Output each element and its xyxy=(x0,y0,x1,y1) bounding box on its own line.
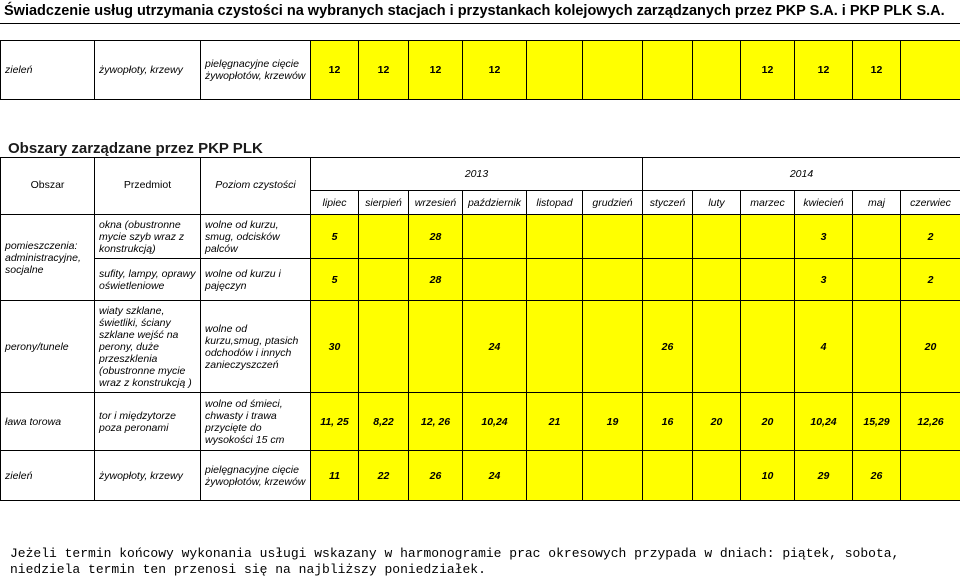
value-cell: 12,26 xyxy=(901,393,960,451)
value-cell xyxy=(463,215,527,259)
poziom-okna: wolne od kurzu, smug, odcisków palców xyxy=(201,215,311,259)
value-cell: 10,24 xyxy=(463,393,527,451)
value-cell: 20 xyxy=(693,393,741,451)
value-cell xyxy=(643,215,693,259)
value-cell: 21 xyxy=(527,393,583,451)
header-month: czerwiec xyxy=(901,191,960,215)
value-cell: 5 xyxy=(311,215,359,259)
top-val: 12 xyxy=(741,41,795,100)
obszar-zielen: zieleń xyxy=(1,451,95,501)
row-okna xyxy=(1,215,960,259)
value-cell xyxy=(853,301,901,393)
value-cell: 2 xyxy=(901,215,960,259)
przedmiot-zywoploty: żywopłoty, krzewy xyxy=(95,451,201,501)
top-val: 12 xyxy=(311,41,359,100)
top-val xyxy=(643,41,693,100)
top-schedule-table xyxy=(0,40,960,100)
header-month: styczeń xyxy=(643,191,693,215)
value-cell: 26 xyxy=(409,451,463,501)
value-cell: 29 xyxy=(795,451,853,501)
value-cell xyxy=(693,215,741,259)
header-month: kwiecień xyxy=(795,191,853,215)
value-cell: 26 xyxy=(643,301,693,393)
value-cell: 8,22 xyxy=(359,393,409,451)
value-cell xyxy=(359,301,409,393)
row-zielen xyxy=(1,451,960,501)
value-cell: 22 xyxy=(359,451,409,501)
value-cell xyxy=(463,259,527,301)
top-obszar: zieleń xyxy=(1,41,95,100)
value-cell: 12, 26 xyxy=(409,393,463,451)
value-cell xyxy=(853,259,901,301)
value-cell: 16 xyxy=(643,393,693,451)
header-month: grudzień xyxy=(583,191,643,215)
value-cell xyxy=(741,301,795,393)
value-cell: 2 xyxy=(901,259,960,301)
header-month: luty xyxy=(693,191,741,215)
footnote: Jeżeli termin końcowy wykonania usługi wskazany w harmonogramie prac okresowych przypada w dniach: piątek, sobota, niedziela termin ten przenosi się na najbliższy poniedziałek. xyxy=(10,546,900,577)
header-obszar: Obszar xyxy=(1,158,95,215)
value-cell xyxy=(643,259,693,301)
row-perony xyxy=(1,301,960,393)
value-cell xyxy=(583,215,643,259)
value-cell: 3 xyxy=(795,259,853,301)
przedmiot-tor: tor i międzytorze poza peronami xyxy=(95,393,201,451)
header-row-years xyxy=(1,158,960,191)
value-cell: 26 xyxy=(853,451,901,501)
header-year-2013: 2013 xyxy=(311,158,643,191)
obszar-perony: perony/tunele xyxy=(1,301,95,393)
header-month: listopad xyxy=(527,191,583,215)
header-przedmiot: Przedmiot xyxy=(95,158,201,215)
page-title: Świadczenie usług utrzymania czystości na wybranych stacjach i przystankach kolejowych zarządzanych przez PKP S.A. i PKP PLK S.A. xyxy=(4,3,945,19)
value-cell xyxy=(409,301,463,393)
value-cell xyxy=(527,451,583,501)
top-val xyxy=(901,41,960,100)
value-cell xyxy=(527,259,583,301)
header-month: wrzesień xyxy=(409,191,463,215)
header-month: maj xyxy=(853,191,901,215)
value-cell: 28 xyxy=(409,215,463,259)
header-month: lipiec xyxy=(311,191,359,215)
value-cell: 4 xyxy=(795,301,853,393)
poziom-tor: wolne od śmieci, chwasty i trawa przycięte do wysokości 15 cm xyxy=(201,393,311,451)
poziom-zywoploty: pielęgnacyjne cięcie żywopłotów, krzewów xyxy=(201,451,311,501)
value-cell: 15,29 xyxy=(853,393,901,451)
value-cell xyxy=(693,451,741,501)
value-cell xyxy=(741,215,795,259)
value-cell: 3 xyxy=(795,215,853,259)
przedmiot-sufity: sufity, lampy, oprawy oświetleniowe xyxy=(95,259,201,301)
value-cell xyxy=(853,215,901,259)
value-cell xyxy=(527,301,583,393)
value-cell: 30 xyxy=(311,301,359,393)
header-month: sierpień xyxy=(359,191,409,215)
header-poziom: Poziom czystości xyxy=(201,158,311,215)
header-month: październik xyxy=(463,191,527,215)
top-val xyxy=(527,41,583,100)
value-cell xyxy=(583,301,643,393)
poziom-sufity: wolne od kurzu i pajęczyn xyxy=(201,259,311,301)
title-divider xyxy=(0,23,960,24)
row-lawa-torowa xyxy=(1,393,960,451)
value-cell xyxy=(901,451,960,501)
top-val: 12 xyxy=(853,41,901,100)
value-cell: 24 xyxy=(463,451,527,501)
top-val: 12 xyxy=(409,41,463,100)
top-val: 12 xyxy=(463,41,527,100)
top-poziom: pielęgnacyjne cięcie żywopłotów, krzewów xyxy=(201,41,311,100)
section-title: Obszary zarządzane przez PKP PLK xyxy=(8,140,263,157)
value-cell: 24 xyxy=(463,301,527,393)
poziom-wiaty: wolne od kurzu,smug, ptasich odchodów i innych zanieczyszczeń xyxy=(201,301,311,393)
header-year-2014: 2014 xyxy=(643,158,960,191)
przedmiot-wiaty: wiaty szklane, świetliki, ściany szklane wejść na perony, duże przeszklenia (obustronne mycie wraz z konstrukcją ) xyxy=(95,301,201,393)
value-cell: 10 xyxy=(741,451,795,501)
value-cell: 5 xyxy=(311,259,359,301)
header-month: marzec xyxy=(741,191,795,215)
top-val xyxy=(583,41,643,100)
value-cell: 28 xyxy=(409,259,463,301)
value-cell xyxy=(359,259,409,301)
value-cell: 19 xyxy=(583,393,643,451)
value-cell xyxy=(583,451,643,501)
value-cell: 20 xyxy=(901,301,960,393)
value-cell xyxy=(693,259,741,301)
top-val: 12 xyxy=(795,41,853,100)
value-cell: 11, 25 xyxy=(311,393,359,451)
value-cell xyxy=(583,259,643,301)
przedmiot-okna: okna (obustronne mycie szyb wraz z konstrukcją) xyxy=(95,215,201,259)
value-cell: 11 xyxy=(311,451,359,501)
obszar-pomieszczenia: pomieszczenia: administracyjne, socjalne xyxy=(1,215,95,301)
value-cell: 20 xyxy=(741,393,795,451)
top-val xyxy=(693,41,741,100)
top-row-zielen xyxy=(1,41,960,100)
value-cell xyxy=(527,215,583,259)
obszar-lawa: ława torowa xyxy=(1,393,95,451)
value-cell xyxy=(643,451,693,501)
value-cell: 10,24 xyxy=(795,393,853,451)
top-przedmiot: żywopłoty, krzewy xyxy=(95,41,201,100)
top-val: 12 xyxy=(359,41,409,100)
row-sufity xyxy=(1,259,960,301)
value-cell xyxy=(741,259,795,301)
value-cell xyxy=(693,301,741,393)
value-cell xyxy=(359,215,409,259)
plk-schedule-table xyxy=(0,157,960,501)
